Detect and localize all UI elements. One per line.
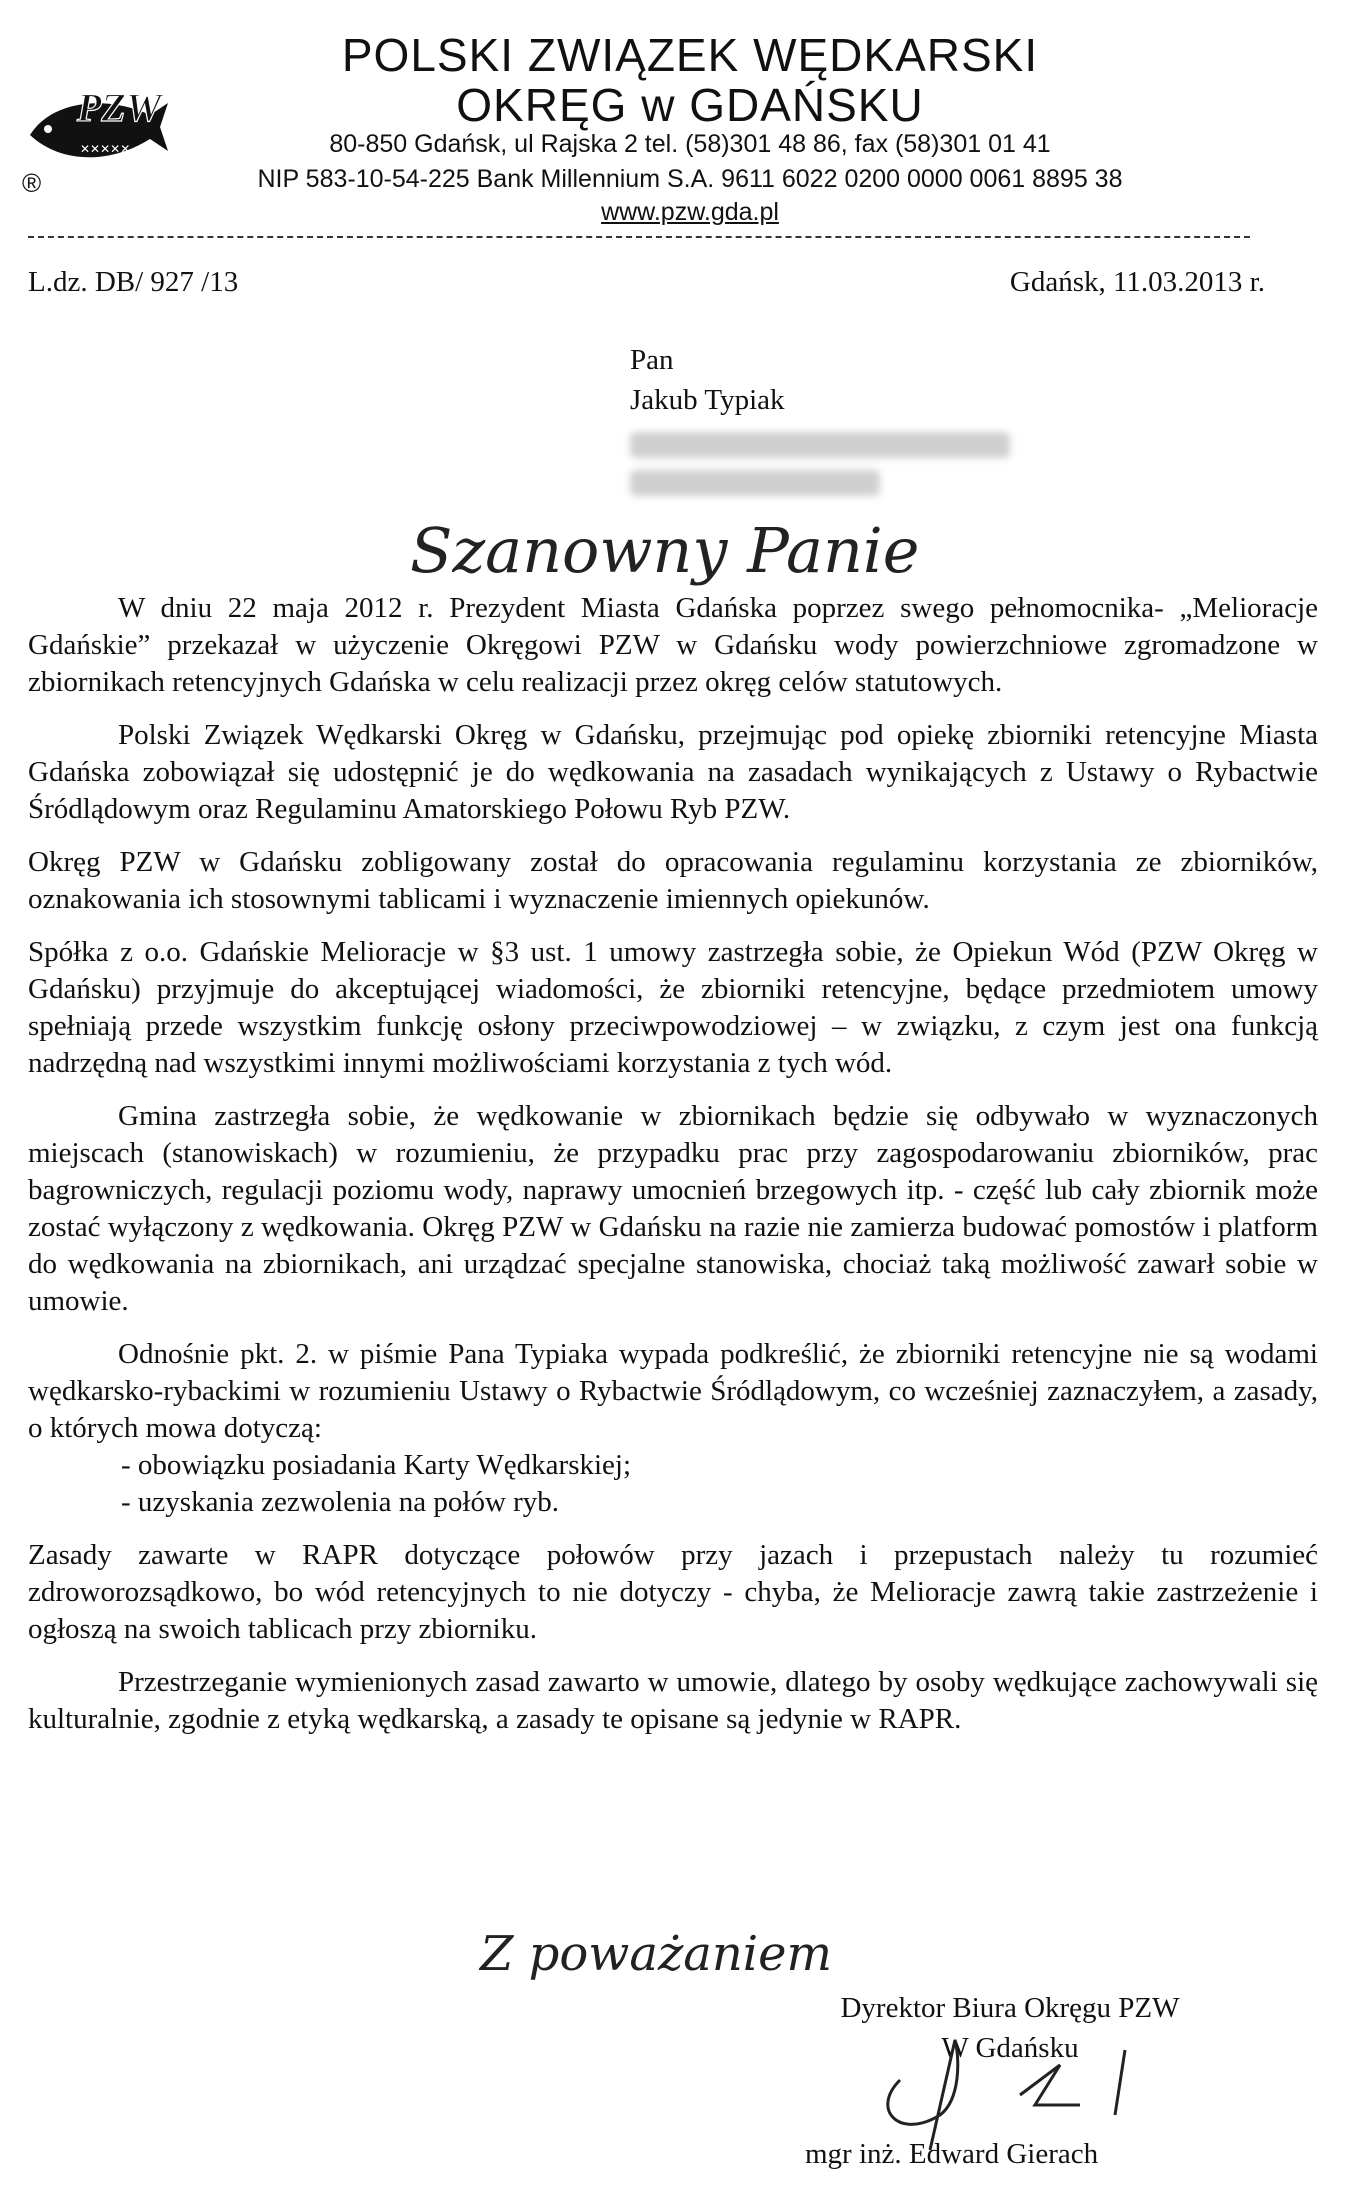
organization-name: POLSKI ZWIĄZEK WĘDKARSKI — [341, 29, 1039, 81]
list-item: - obowiązku posiadania Karty Wędkarskiej; — [121, 1449, 632, 1481]
body-paragraph: Spółka z o.o. Gdańskie Melioracje w §3 ust. 1 umowy zastrzegła sobie, że Opiekun Wód (PZW Okręg w Gdańsku) przyjmuje do akceptującej wiadomości, że zbiorniki retencyjne, będące przedmiotem umowy spełniają przede wszystkim funkcję osłony przeciwpowodziowej – w związku, z czym jest ona funkcją nadrzędną nad wszystkimi innymi możliwościami korzystania z tych wód. — [28, 936, 1318, 1079]
signatory-title: Dyrektor Biura Okręgu PZW — [840, 1992, 1180, 2024]
signatory-name: mgr inż. Edward Gierach — [805, 2138, 1099, 2170]
list-item: - uzyskania zezwolenia na połów ryb. — [121, 1486, 560, 1518]
body-paragraph: Polski Związek Wędkarski Okręg w Gdańsku, przejmując pod opiekę zbiorniki retencyjne Miasta Gdańska zobowiązał się udostępnić je do wędkowania na zasadach wynikających z Ustawy o Rybactwie Śródlądowym oraz Regulaminu Amatorskiego Połowu Ryb PZW. — [28, 719, 1318, 825]
organization-district: OKRĘG w GDAŃSKU — [456, 79, 924, 131]
svg-text:Szanowny Panie: Szanowny Panie — [410, 514, 920, 587]
handwritten-closing — [470, 1905, 930, 1995]
body-paragraph: W dniu 22 maja 2012 r. Prezydent Miasta Gdańska poprzez swego pełnomocnika- „Melioracje Gdańskie” przekazał w użyczenie Okręgowi PZW w Gdańsku wody powierzchniowe zgromadzone w zbiornikach retencyjnych Gdańska w celu realizacji przez okręg celów statutowych. — [28, 592, 1318, 698]
body-paragraph: Przestrzeganie wymienionych zasad zawarto w umowie, dlatego by osoby wędkujące zachowywali się kulturalnie, zgodnie z etyką wędkarską, a zasady te opisane są jedynie w RAPR. — [28, 1666, 1318, 1735]
recipient-salutation: Pan — [630, 344, 674, 376]
recipient-block — [630, 340, 1010, 496]
recipient-name: Jakub Typiak — [630, 384, 785, 416]
letter-body — [28, 590, 1318, 1754]
website-link[interactable]: www.pzw.gda.pl — [601, 198, 779, 226]
svg-text:Z poważaniem: Z poważaniem — [480, 1926, 833, 1982]
signatory-office: W Gdańsku — [941, 2032, 1079, 2064]
registered-trademark-icon: ® — [22, 168, 42, 198]
body-paragraph: Odnośnie pkt. 2. w piśmie Pana Typiaka wypada podkreślić, że zbiorniki retencyjne nie są wodami wędkarsko-rybackimi w rozumieniu Ustawy o Rybactwie Śródlądowym, co wcześniej zaznaczyłem, a zasady, o których mowa dotyczą: — [28, 1338, 1318, 1444]
redacted-address — [630, 432, 1010, 458]
header-divider — [28, 236, 1250, 238]
address-line: 80-850 Gdańsk, ul Rajska 2 tel. (58)301 48 86, fax (58)301 01 41 — [329, 130, 1051, 158]
reference-number: L.dz. DB/ 927 /13 — [28, 266, 239, 298]
pzw-fish-logo — [22, 55, 172, 200]
body-paragraph: Gmina zastrzegła sobie, że wędkowanie w zbiornikach będzie się odbywało w wyznaczonych miejscach (stanowiskach) w rozumieniu, że przypadku prac przy zagospodarowaniu zbiorników, prac bagrowniczych, regulacji poziomu wody, naprawy umocnień brzegowych itp. - część lub cały zbiornik może zostać wyłączony z wędkowania. Okręg PZW w Gdańsku na razie nie zamierza budować pomostów i platform do wędkowania na zbiornikach, ani urządzać specjalne stanowiska, chociaż taką możliwość zawarł sobie w umowie. — [28, 1100, 1318, 1317]
svg-text:PZW: PZW — [77, 85, 162, 130]
body-paragraph: Zasady zawarte w RAPR dotyczące połowów przy jazach i przepustach należy tu rozumieć zdroworozsądkowo, bo wód retencyjnych to nie dotyczy - chyba, że Melioracje zawrą takie zastrzeżenie i ogłoszą na swoich tablicach przy zbiorniku. — [28, 1539, 1318, 1645]
tax-bank-line: NIP 583-10-54-225 Bank Millennium S.A. 9611 6022 0200 0000 0061 8895 38 — [257, 165, 1123, 193]
letter-date: Gdańsk, 11.03.2013 r. — [1009, 266, 1265, 298]
body-paragraph: Okręg PZW w Gdańsku zobligowany został do opracowania regulaminu korzystania ze zbiorników, oznakowania ich stosownymi tablicami i wyznaczenie imiennych opiekunów. — [28, 846, 1318, 915]
handwritten-greeting — [390, 492, 950, 602]
svg-text:✕✕✕✕✕: ✕✕✕✕✕ — [80, 142, 131, 156]
